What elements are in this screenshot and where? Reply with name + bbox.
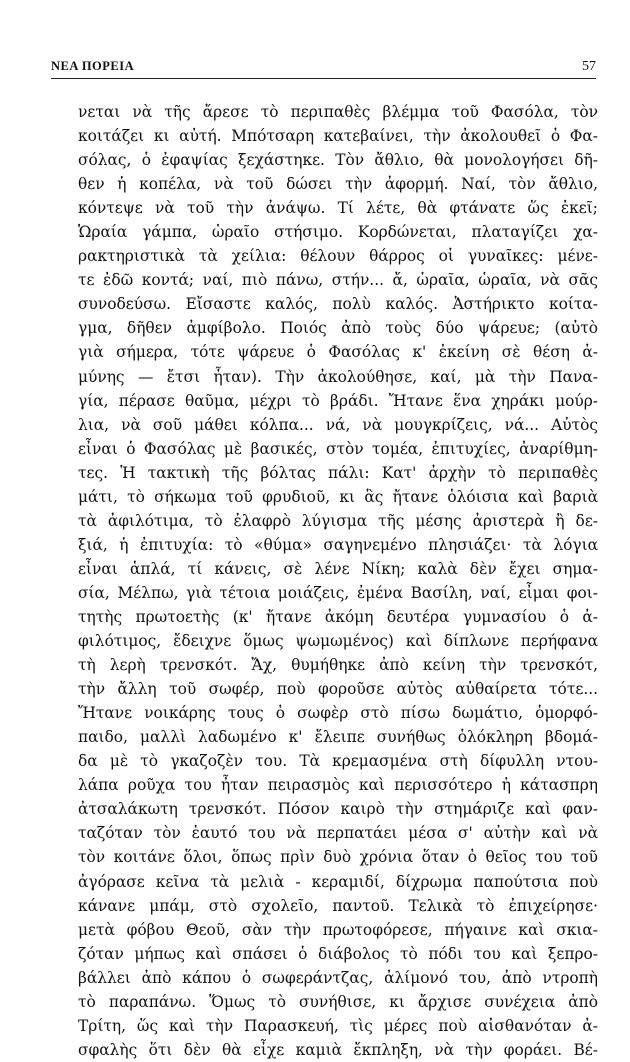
text-line-content: παιδο, μαλλὶ λαδωμένο κ' ἔλειπε συνήθως ὁλόκληρη βδομά- (78, 728, 598, 747)
text-line (78, 365, 598, 389)
text-line (78, 389, 598, 413)
text-line-content: εἶναι ἁπλά, τί κάνεις, σὲ λένε Νίκη; καλὰ δὲν ἔχει σημα- (78, 559, 598, 578)
text-line (78, 413, 598, 437)
text-line-content: ἀγόρασε κεῖνα τὰ μελιὰ - κεραμιδί, δίχρωμα παπούτσια ποὺ (78, 872, 598, 891)
text-line-content: κόντεψε νὰ τοῦ τὴν ἀνάψω. Τί λέτε, θὰ φτάνατε ὥς ἐκεῖ; (78, 199, 598, 218)
text-line-content: τὸν κοιτάνε ὅλοι, ὅπως πρὶν δυὸ χρόνια ὅταν ὁ θεῖος του τοῦ (78, 848, 598, 867)
text-line (78, 124, 598, 148)
text-line-content: γμα, δῆθεν ἀμφίβολο. Ποιός ἀπὸ τοὺς δύο ψάρευε; (αὐτὸ (78, 319, 598, 338)
text-line (78, 461, 598, 485)
text-line (78, 437, 598, 461)
text-line (78, 966, 598, 990)
body-text (78, 100, 598, 1062)
text-line (78, 942, 598, 966)
text-line (78, 918, 598, 942)
text-line (78, 725, 598, 749)
text-line-content: τε ἐδῶ κοντά; ναί, πιὸ πάνω, στήν... ἄ, ὡραῖα, ὡραῖα, νὰ σᾶς (78, 271, 598, 290)
text-line (78, 653, 598, 677)
text-line-content: λια, νὰ σοῦ μάθει κόλπα... νά, νὰ μουγκρίζεις, νά... Αὐτὸς (78, 415, 598, 434)
text-line-content: τὴ λερὴ τρενσκότ. Ἄχ, θυμήθηκε ἀπὸ κείνη τὴν τρενσκότ, (78, 656, 598, 675)
text-line-content: ξιά, ἡ ἐπιτυχία: τὸ «θύμα» σαγηνεμένο πλησιάζει· τὰ λόγια (78, 535, 598, 554)
text-line-content: μετὰ φόβου Θεοῦ, σὰν τὴν πρωτοφόρεσε, πήγαινε καὶ σκια- (78, 920, 598, 939)
page-number: 57 (582, 59, 596, 74)
text-line-content: τὴν ἄλλη τοῦ σωφέρ, ποὺ φοροῦσε αὐτὸς αὐθαίρετα τότε... (78, 680, 598, 699)
text-line (78, 100, 598, 124)
text-line (78, 316, 598, 340)
text-line (78, 605, 598, 629)
text-line-content: κοιτάζει κι αὐτή. Μπότσαρη κατεβαίνει, τὴν ἀκολουθεῖ ὁ Φα- (78, 127, 598, 146)
text-line (78, 773, 598, 797)
text-line-content: μύνης — ἔτσι ἦταν). Τὴν ἀκολούθησε, καί, μὰ τὴν Πανα- (78, 367, 598, 386)
text-line (78, 172, 598, 196)
text-line-content: εἶναι ὁ Φασόλας μὲ βασικές, στὸν τομέα, ἐπιτυχίες, ἀναρίθμη- (78, 439, 598, 458)
text-line-content: συνοδεύσω. Εἴσαστε καλός, πολὺ καλός. Ἀστήρικτο κοίτα- (78, 295, 598, 314)
text-line-content: ρακτηριστικὰ τὰ χείλια: θέλουν θάρρος οἱ γυναῖκες: μένε- (78, 247, 598, 266)
text-line (78, 244, 598, 268)
text-line-content: Τρίτη, ὥς καὶ τὴν Παρασκευή, τὶς μέρες ποὺ αἰσθανόταν ἀ- (78, 1016, 598, 1035)
text-line (78, 581, 598, 605)
text-line (78, 148, 598, 172)
text-line-content: σόλας, ὁ ἐφαψίας ξεχάστηκε. Τὸν ἄθλιο, θὰ μονολογήσει δῆ- (78, 151, 598, 170)
text-line-content: τητὴς πρωτοετὴς (κ' ἤτανε ἀκόμη δευτέρα γυμνασίου ὁ ἀ- (78, 607, 598, 626)
text-line-content: γιὰ σήμερα, τότε ψάρευε ὁ Φασόλας κ' ἐκείνη σὲ θέση ἀ- (78, 343, 598, 362)
text-line-content: τὰ ἀφιλότιμα, τὸ ἐλαφρὸ λύγισμα τῆς μέσης ἀριστερὰ ἢ δε- (78, 511, 598, 530)
text-line (78, 533, 598, 557)
text-line (78, 509, 598, 533)
text-line-content: ἀτσαλάκωτη τρενσκότ. Πόσον καιρὸ τὴν στημάριζε καὶ φαν- (78, 800, 598, 819)
text-line (78, 1038, 598, 1062)
text-line (78, 677, 598, 701)
text-line (78, 629, 598, 653)
text-line-content: σφαλὴς ὅτι δὲν θὰ εἶχε καμιὰ ἔκπληξη, νὰ τὴν φοράει. Βέ- (78, 1040, 598, 1059)
text-line (78, 821, 598, 845)
text-line (78, 701, 598, 725)
text-line (78, 894, 598, 918)
text-line (78, 797, 598, 821)
text-line-content: τὸ παραπάνω. Ὅμως τὸ συνήθισε, κι ἄρχισε συνέχεια ἀπὸ (78, 992, 598, 1011)
text-line-content: ζόταν μήπως καὶ σπάσει ὁ διάβολος τὸ πόδι του καὶ ξεπρο- (78, 944, 598, 963)
text-line (78, 557, 598, 581)
text-line-content: δα μὲ τὸ γκαζοζὲν του. Τὰ κρεμασμένα στὴ δίφυλλη ντου- (78, 752, 598, 771)
text-line (78, 485, 598, 509)
text-line-content: κάνανε μπάμ, στὸ σχολεῖο, παντοῦ. Τελικὰ τὸ ἐπιχείρησε· (78, 896, 598, 915)
text-line (78, 870, 598, 894)
text-line-content: λάπα ροῦχα του ἦταν πειρασμὸς καὶ περισσότερο ἡ κάτασπρη (78, 776, 598, 795)
text-line-content: σία, Μέλπω, γιὰ τέτοια μοιάζεις, ἐμένα Βασίλη, ναί, εἶμαι φοι- (78, 583, 598, 602)
text-line (78, 1014, 598, 1038)
text-line-content: γία, πέρασε θαῦμα, μέχρι τὸ βράδι. Ἤτανε ἕνα χηράκι μούρ- (78, 391, 598, 410)
text-line-content: Ὡραία γάμπα, ὡραῖο στήσιμο. Κορδώνεται, πλαταγίζει χα- (78, 223, 598, 242)
text-line-content: Ἤτανε νοικάρης τους ὁ σωφὲρ στὸ πίσω δωμάτιο, ὁμορφό- (78, 704, 598, 723)
text-line (78, 292, 598, 316)
running-header (51, 50, 596, 79)
text-line-content: μάτι, τὸ σήκωμα τοῦ φρυδιοῦ, κι ἃς ἤτανε ὁλόισια καὶ βαριὰ (78, 487, 598, 506)
text-line (78, 340, 598, 364)
text-line (78, 749, 598, 773)
text-line (78, 990, 598, 1014)
text-line (78, 268, 598, 292)
text-line-content: ταζόταν τὸν ἑαυτό του νὰ περπατάει μέσα σ' αὐτὴν καὶ νὰ (78, 824, 598, 843)
text-line (78, 220, 598, 244)
text-line-content: τες. Ἡ τακτικὴ τῆς βόλτας πάλι: Κατ' ἀρχὴν τὸ περιπαθὲς (78, 463, 598, 482)
running-title: ΝΕΑ ΠΟΡΕΙΑ (51, 59, 135, 73)
text-line (78, 196, 598, 220)
text-line-content: φιλότιμος, ἔδειχνε ὅμως ψωμωμένος) καὶ δίπλωνε περήφανα (78, 632, 598, 651)
text-line-content: νεται νὰ τῆς ἄρεσε τὸ περιπαθὲς βλέμμα τοῦ Φασόλα, τὸν (78, 103, 598, 121)
text-line (78, 845, 598, 869)
text-line-content: βάλλει ἀπὸ κάπου ὁ σωφεράντζας, ἀλίμονό του, ἀπὸ ντροπὴ (78, 968, 598, 987)
text-line-content: θεν ἡ κοπέλα, νὰ τοῦ δώσει τὴν ἀφορμή. Ναί, τὸν ἄθλιο, (78, 175, 598, 194)
